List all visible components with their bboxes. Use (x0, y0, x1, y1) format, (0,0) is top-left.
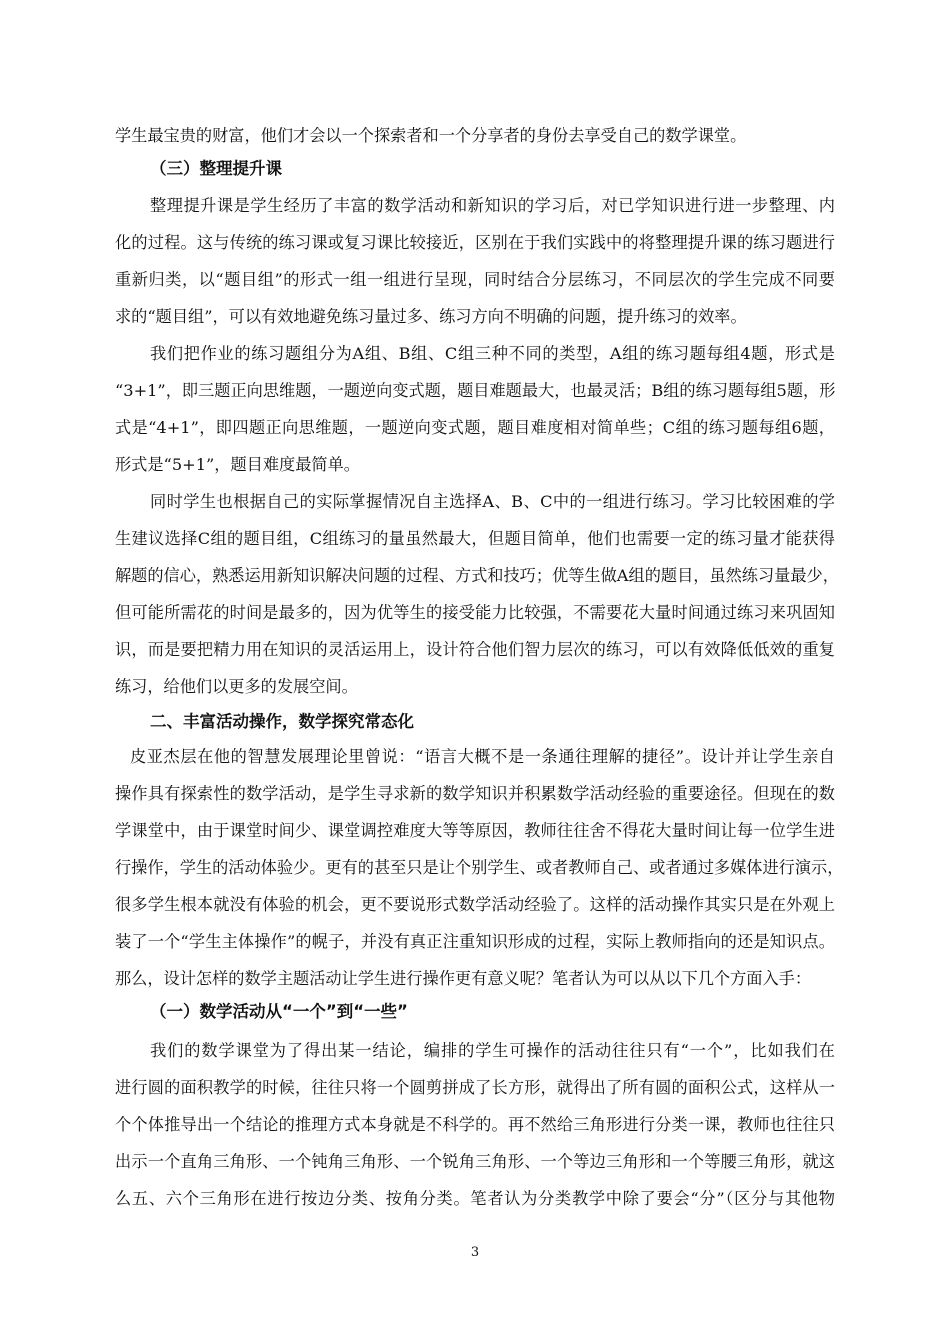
paragraph-line: 个个体推导出一个结论的推理方式本身就是不科学的。再不然给三角形进行分类一课，教师也往往只 (115, 1115, 835, 1134)
paragraph-line: 很多学生根本就没有体验的机会，更不要说形式数学活动经验了。这样的活动操作其实只是在外观上 (115, 895, 835, 914)
paragraph-line: 练习，给他们以更多的发展空间。 (115, 677, 358, 696)
paragraph-line: 整理提升课是学生经历了丰富的数学活动和新知识的学习后，对已学知识进行进一步整理、内 (150, 196, 835, 215)
paragraph-line: 式是“4+1”，即四题正向思维题，一题逆向变式题，题目难度相对简单些；C组的练习题每组6题， (115, 418, 835, 437)
paragraph-line: 装了一个“学生主体操作”的幌子，并没有真正注重知识形成的过程，实际上教师指向的还是知识点。 (115, 932, 835, 951)
paragraph-line: 形式是“5+1”，题目难度最简单。 (115, 455, 360, 474)
paragraph-line: 那么，设计怎样的数学主题活动让学生进行操作更有意义呢？笔者认为可以从以下几个方面入手： (115, 969, 812, 988)
paragraph-line: 我们把作业的练习题组分为A组、B组、C组三种不同的类型，A组的练习题每组4题，形式是 (150, 344, 835, 363)
paragraph-line: 但可能所需花的时间是最多的，因为优等生的接受能力比较强，不需要花大量时间通过练习来巩固知 (115, 603, 835, 622)
paragraph-line: 皮亚杰层在他的智慧发展理论里曾说：“语言大概不是一条通往理解的捷径”。设计并让学生亲自 (130, 747, 835, 766)
paragraph-line: 生建议选择C组的题目组，C组练习的量虽然最大，但题目简单，他们也需要一定的练习量才能获得 (115, 529, 835, 548)
paragraph-line: 学课堂中，由于课堂时间少、课堂调控难度大等等原因，教师往往舍不得花大量时间让每一位学生进 (115, 821, 835, 840)
paragraph-line: “3+1”，即三题正向思维题，一题逆向变式题，题目难题最大，也最灵活；B组的练习题每组5题，形 (115, 381, 836, 400)
section-heading-3: （三）整理提升课 (150, 159, 282, 178)
section-heading-2: 二、丰富活动操作，数学探究常态化 (150, 712, 414, 731)
paragraph-line: 重新归类，以“题目组”的形式一组一组进行呈现，同时结合分层练习，不同层次的学生完成不同要 (115, 270, 835, 289)
paragraph-line: 同时学生也根据自己的实际掌握情况自主选择A、B、C中的一组进行练习。学习比较困难的学 (150, 492, 835, 511)
page-number: 3 (470, 1245, 480, 1260)
paragraph-line: 求的“题目组”，可以有效地避免练习量过多、练习方向不明确的问题，提升练习的效率。 (115, 307, 747, 326)
paragraph-line: 学生最宝贵的财富，他们才会以一个探索者和一个分享者的身份去享受自己的数学课堂。 (115, 126, 747, 145)
paragraph-line: 化的过程。这与传统的练习课或复习课比较接近，区别在于我们实践中的将整理提升课的练习题进行 (115, 233, 835, 252)
paragraph-line: 操作具有探索性的数学活动，是学生寻求新的数学知识并积累数学活动经验的重要途径。但现在的数 (115, 784, 835, 803)
paragraph-line: 行操作，学生的活动体验少。更有的甚至只是让个别学生、或者教师自己、或者通过多媒体进行演示， (115, 858, 844, 877)
subsection-heading-1: （一）数学活动从“一个”到“一些” (150, 1002, 408, 1021)
paragraph-line: 进行圆的面积教学的时候，往往只将一个圆剪拼成了长方形，就得出了所有圆的面积公式，这样从一 (115, 1078, 835, 1097)
paragraph-line: 识，而是要把精力用在知识的灵活运用上，设计符合他们智力层次的练习，可以有效降低低效的重复 (115, 640, 835, 659)
paragraph-line: 我们的数学课堂为了得出某一结论，编排的学生可操作的活动往往只有“一个”，比如我们在 (150, 1041, 835, 1060)
paragraph-line: 解题的信心，熟悉运用新知识解决问题的过程、方式和技巧；优等生做A组的题目，虽然练习量最少， (115, 566, 839, 585)
paragraph-line: 出示一个直角三角形、一个钝角三角形、一个锐角三角形、一个等边三角形和一个等腰三角形，就这 (115, 1152, 835, 1171)
paragraph-line: 么五、六个三角形在进行按边分类、按角分类。笔者认为分类教学中除了要会“分”（区分与其他物 (115, 1189, 835, 1208)
